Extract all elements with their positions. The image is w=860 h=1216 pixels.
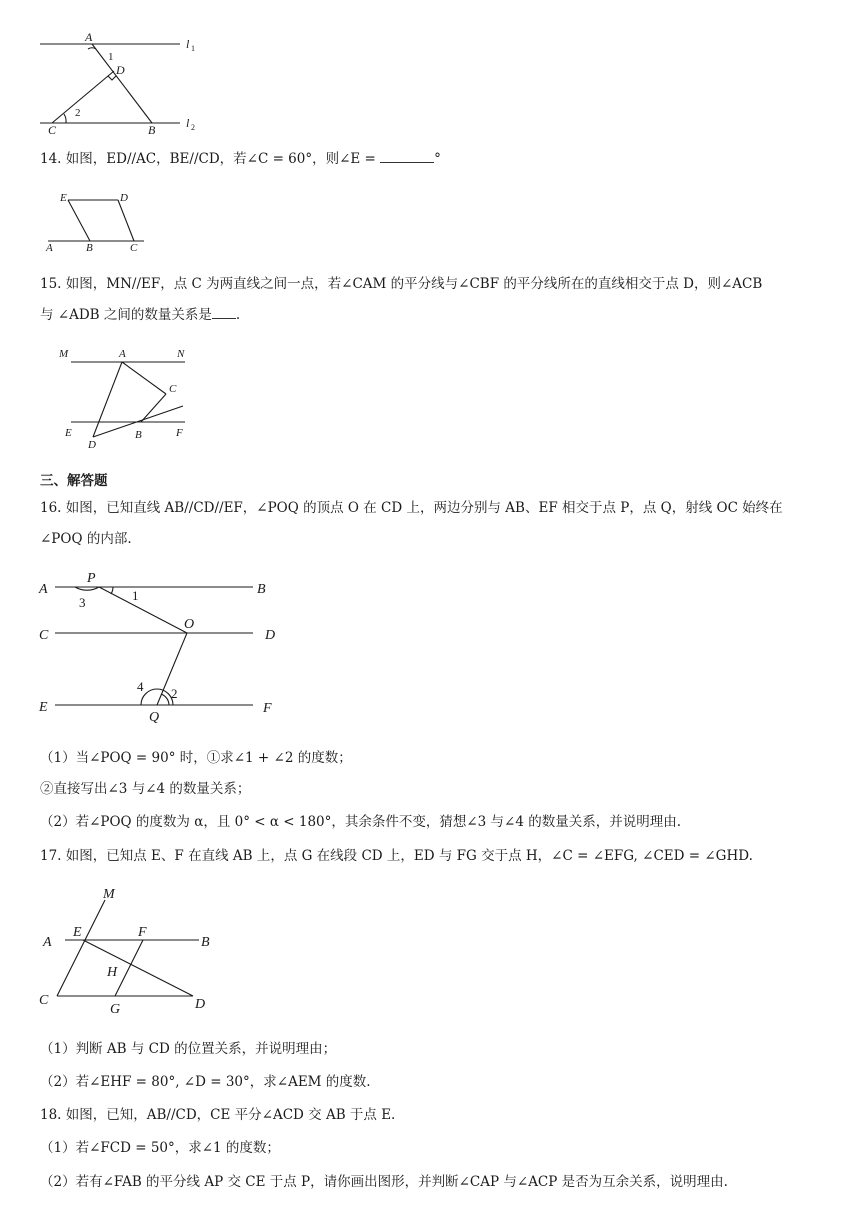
label-c: C xyxy=(39,993,49,1008)
label-e: E xyxy=(60,192,67,204)
label-d: D xyxy=(88,439,96,451)
section-heading: 三、解答题 xyxy=(40,473,108,489)
label-m: M xyxy=(59,348,69,360)
question-18-part-1: （1）若∠FCD = 50°，求∠1 的度数； xyxy=(40,1140,280,1156)
label-a: A xyxy=(85,30,93,44)
question-16-part-1a: （1）当∠POQ = 90° 时，①求∠1 + ∠2 的度数； xyxy=(40,750,352,766)
label-q: Q xyxy=(149,710,160,725)
label-b: B xyxy=(86,242,93,254)
label-a: A xyxy=(43,935,52,950)
label-f: F xyxy=(176,427,183,439)
label-f: F xyxy=(138,925,147,940)
question-16-part-1b: ②直接写出∠3 与∠4 的数量关系； xyxy=(40,781,251,797)
label-c: C xyxy=(130,242,138,254)
angle-2-label: 2 xyxy=(75,107,81,119)
label-m: M xyxy=(103,887,115,902)
label-f: F xyxy=(263,701,272,716)
label-n: N xyxy=(177,348,185,360)
label-h: H xyxy=(107,965,118,980)
figure-q13 xyxy=(30,28,220,140)
label-p: P xyxy=(87,571,96,586)
question-17-line-1: 17. 如图，已知点 E、F 在直线 AB 上，点 G 在线段 CD 上，ED 与 FG 交于点 H，∠C = ∠EFG, ∠CED = ∠GHD. xyxy=(40,848,753,864)
question-18-line-1: 18. 如图，已知，AB//CD，CE 平分∠ACD 交 AB 于点 E. xyxy=(40,1107,396,1123)
answer-blank[interactable] xyxy=(380,150,434,163)
question-16-line-1: 16. 如图，已知直线 AB//CD//EF，∠POQ 的顶点 O 在 CD 上，两边分别与 AB、EF 相交于点 P，点 Q，射线 OC 始终在 xyxy=(40,500,783,516)
label-b: B xyxy=(201,935,210,950)
question-16-line-2: ∠POQ 的内部. xyxy=(40,531,132,547)
label-d: D xyxy=(195,997,206,1012)
label-c: C xyxy=(48,123,57,137)
label-a: A xyxy=(39,582,48,597)
label-e: E xyxy=(73,925,82,940)
label-d: D xyxy=(116,63,125,77)
label-b: B xyxy=(135,429,142,441)
label-l2-sub: 2 xyxy=(191,123,195,132)
angle-3-label: 3 xyxy=(79,595,86,610)
figure-q16 xyxy=(35,563,285,723)
label-c: C xyxy=(39,628,49,643)
label-c: C xyxy=(169,383,177,395)
figure-q17 xyxy=(35,880,225,1020)
label-e: E xyxy=(65,427,72,439)
label-l1: l xyxy=(186,37,190,51)
angle-1-label: 1 xyxy=(108,51,114,63)
angle-2-label: 2 xyxy=(171,686,178,701)
question-17-part-2: （2）若∠EHF = 80°, ∠D = 30°，求∠AEM 的度数. xyxy=(40,1074,371,1090)
question-15-line-1: 15. 如图，MN//EF，点 C 为两直线之间一点，若∠CAM 的平分线与∠CBF 的平分线所在的直线相交于点 D，则∠ACB xyxy=(40,276,763,292)
question-18-part-2: （2）若有∠FAB 的平分线 AP 交 CE 于点 P，请你画出图形，并判断∠CAP 与∠ACP 是否为互余关系，说明理由. xyxy=(40,1174,728,1190)
label-b: B xyxy=(257,582,266,597)
figure-q15 xyxy=(55,340,195,452)
angle-1-label: 1 xyxy=(132,588,139,603)
angle-4-label: 4 xyxy=(137,679,144,694)
label-d: D xyxy=(120,192,128,204)
figure-q14 xyxy=(40,188,150,254)
question-17-part-1: （1）判断 AB 与 CD 的位置关系，并说明理由； xyxy=(40,1041,337,1057)
label-d: D xyxy=(265,628,276,643)
question-15-line-2: 与 ∠ADB 之间的数量关系是 . xyxy=(40,307,241,323)
answer-blank[interactable] xyxy=(212,306,236,319)
question-14: 14. 如图，ED//AC，BE//CD，若∠C = 60°，则∠E = ° xyxy=(40,151,441,167)
label-a: A xyxy=(46,242,53,254)
label-l2: l xyxy=(186,116,190,130)
label-o: O xyxy=(184,617,195,632)
label-a: A xyxy=(119,348,126,360)
question-16-part-2: （2）若∠POQ 的度数为 α，且 0° < α < 180°，其余条件不变，猜想∠3 与∠4 的数量关系，并说明理由. xyxy=(40,814,682,830)
label-b: B xyxy=(148,123,156,137)
label-l1-sub: 1 xyxy=(191,44,195,53)
label-g: G xyxy=(110,1002,121,1017)
label-e: E xyxy=(39,700,48,715)
